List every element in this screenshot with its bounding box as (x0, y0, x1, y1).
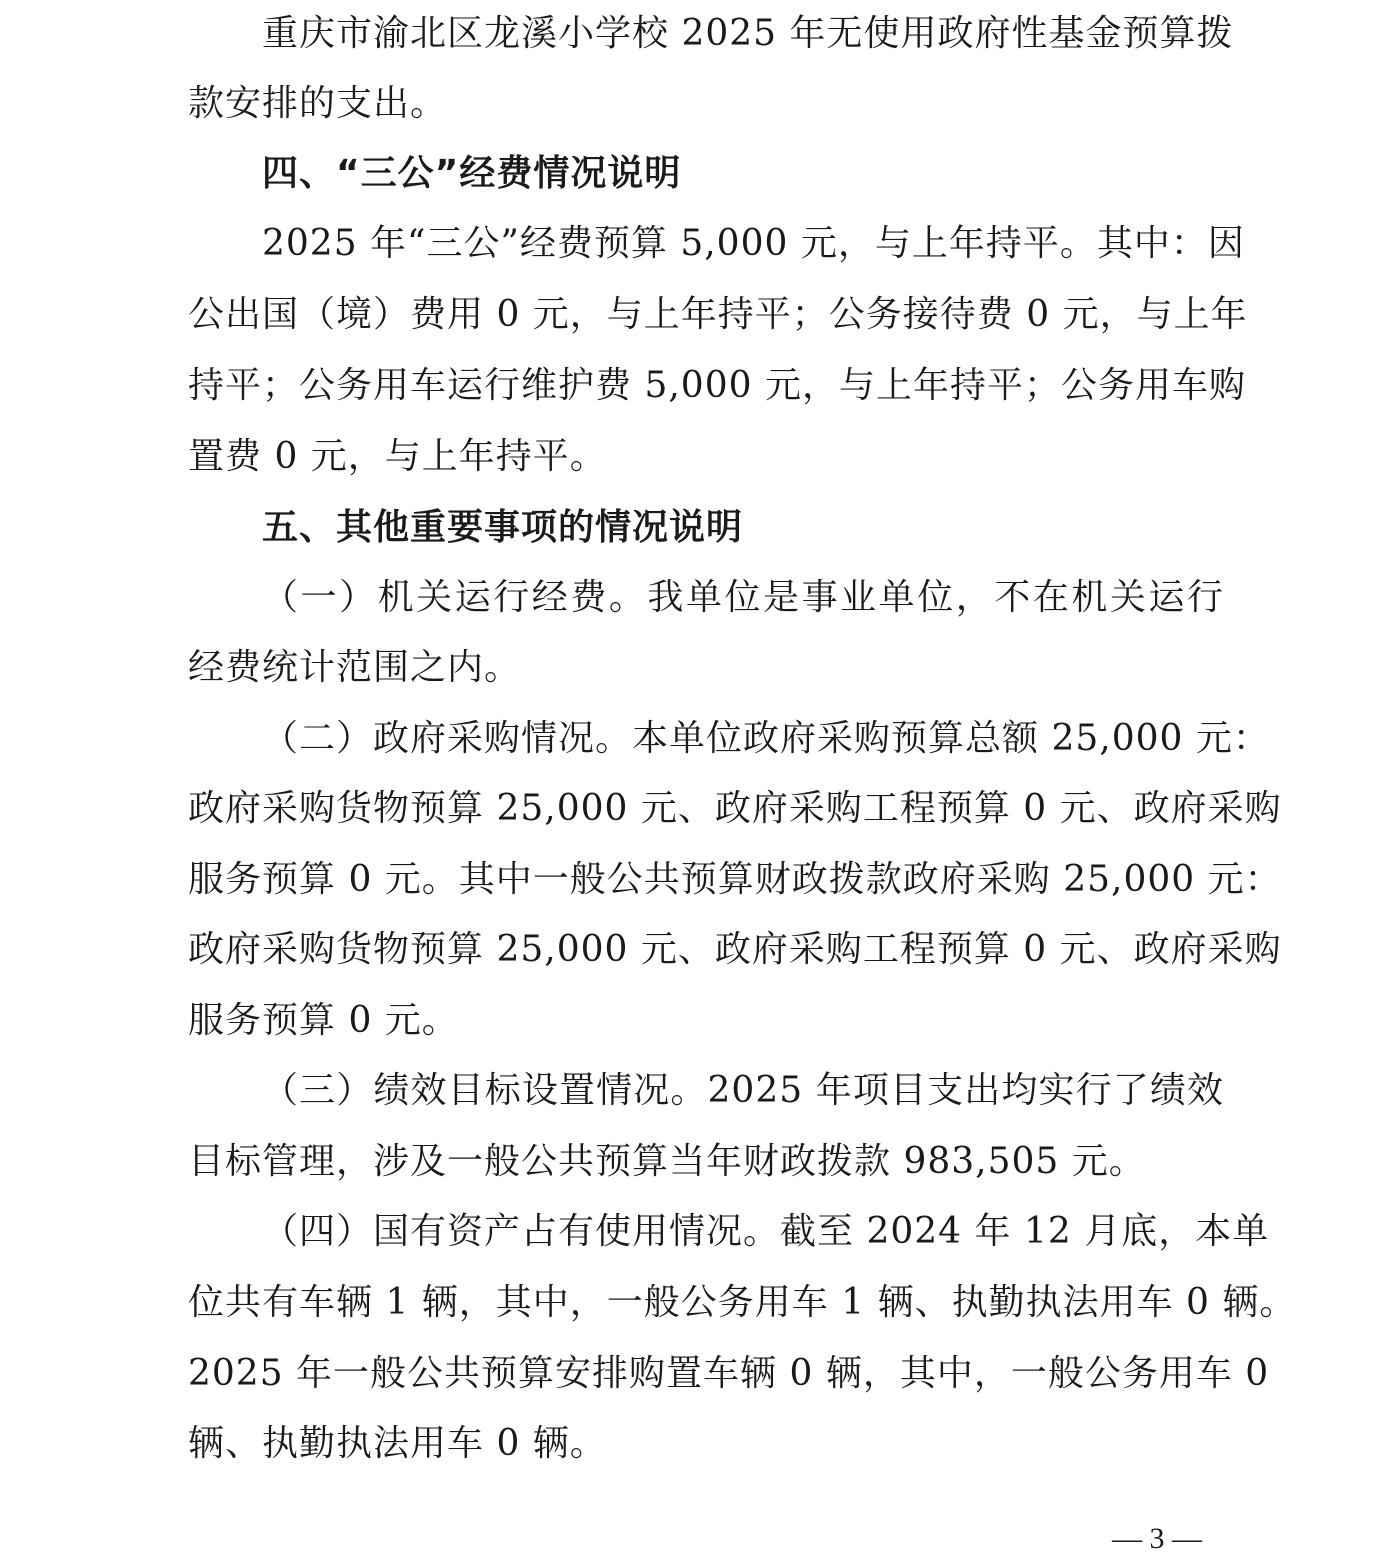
paragraph-line: 重庆市渝北区龙溪小学校 2025 年无使用政府性基金预算拨 (262, 13, 1234, 54)
paragraph-line: 2025 年“三公”经费预算 5,000 元，与上年持平。其中：因 (262, 223, 1245, 264)
paragraph-line: 置费 0 元，与上年持平。 (188, 436, 607, 477)
paragraph-line: 政府采购货物预算 25,000 元、政府采购工程预算 0 元、政府采购 (188, 788, 1282, 829)
section-heading-three-public: 四、“三公”经费情况说明 (262, 153, 682, 194)
paragraph-line: 2025 年一般公共预算安排购置车辆 0 辆，其中，一般公务用车 0 (188, 1353, 1270, 1394)
paragraph-line: 位共有车辆 1 辆，其中，一般公务用车 1 辆、执勤执法用车 0 辆。 (188, 1282, 1297, 1323)
paragraph-line: 持平；公务用车运行维护费 5,000 元，与上年持平；公务用车购 (188, 365, 1246, 406)
paragraph-line: （四）国有资产占有使用情况。截至 2024 年 12 月底，本单 (262, 1211, 1270, 1252)
paragraph-line: 服务预算 0 元。其中一般公共预算财政拨款政府采购 25,000 元： (188, 859, 1282, 900)
paragraph-line: 辆、执勤执法用车 0 辆。 (188, 1423, 607, 1464)
paragraph-line: 经费统计范围之内。 (188, 647, 522, 688)
paragraph-line: （一）机关运行经费。我单位是事业单位，不在机关运行 (262, 577, 1224, 618)
paragraph-line: 公出国（境）费用 0 元，与上年持平；公务接待费 0 元，与上年 (188, 294, 1248, 335)
paragraph-line: （二）政府采购情况。本单位政府采购预算总额 25,000 元： (262, 718, 1270, 759)
section-heading-other-matters: 五、其他重要事项的情况说明 (262, 507, 744, 548)
page-number: — 3 — (1112, 1522, 1202, 1555)
paragraph-line: 目标管理，涉及一般公共预算当年财政拨款 983,505 元。 (188, 1141, 1146, 1182)
paragraph-line: 服务预算 0 元。 (188, 1000, 459, 1041)
paragraph-line: 款安排的支出。 (188, 83, 448, 124)
paragraph-line: 政府采购货物预算 25,000 元、政府采购工程预算 0 元、政府采购 (188, 929, 1282, 970)
paragraph-line: （三）绩效目标设置情况。2025 年项目支出均实行了绩效 (262, 1070, 1224, 1111)
